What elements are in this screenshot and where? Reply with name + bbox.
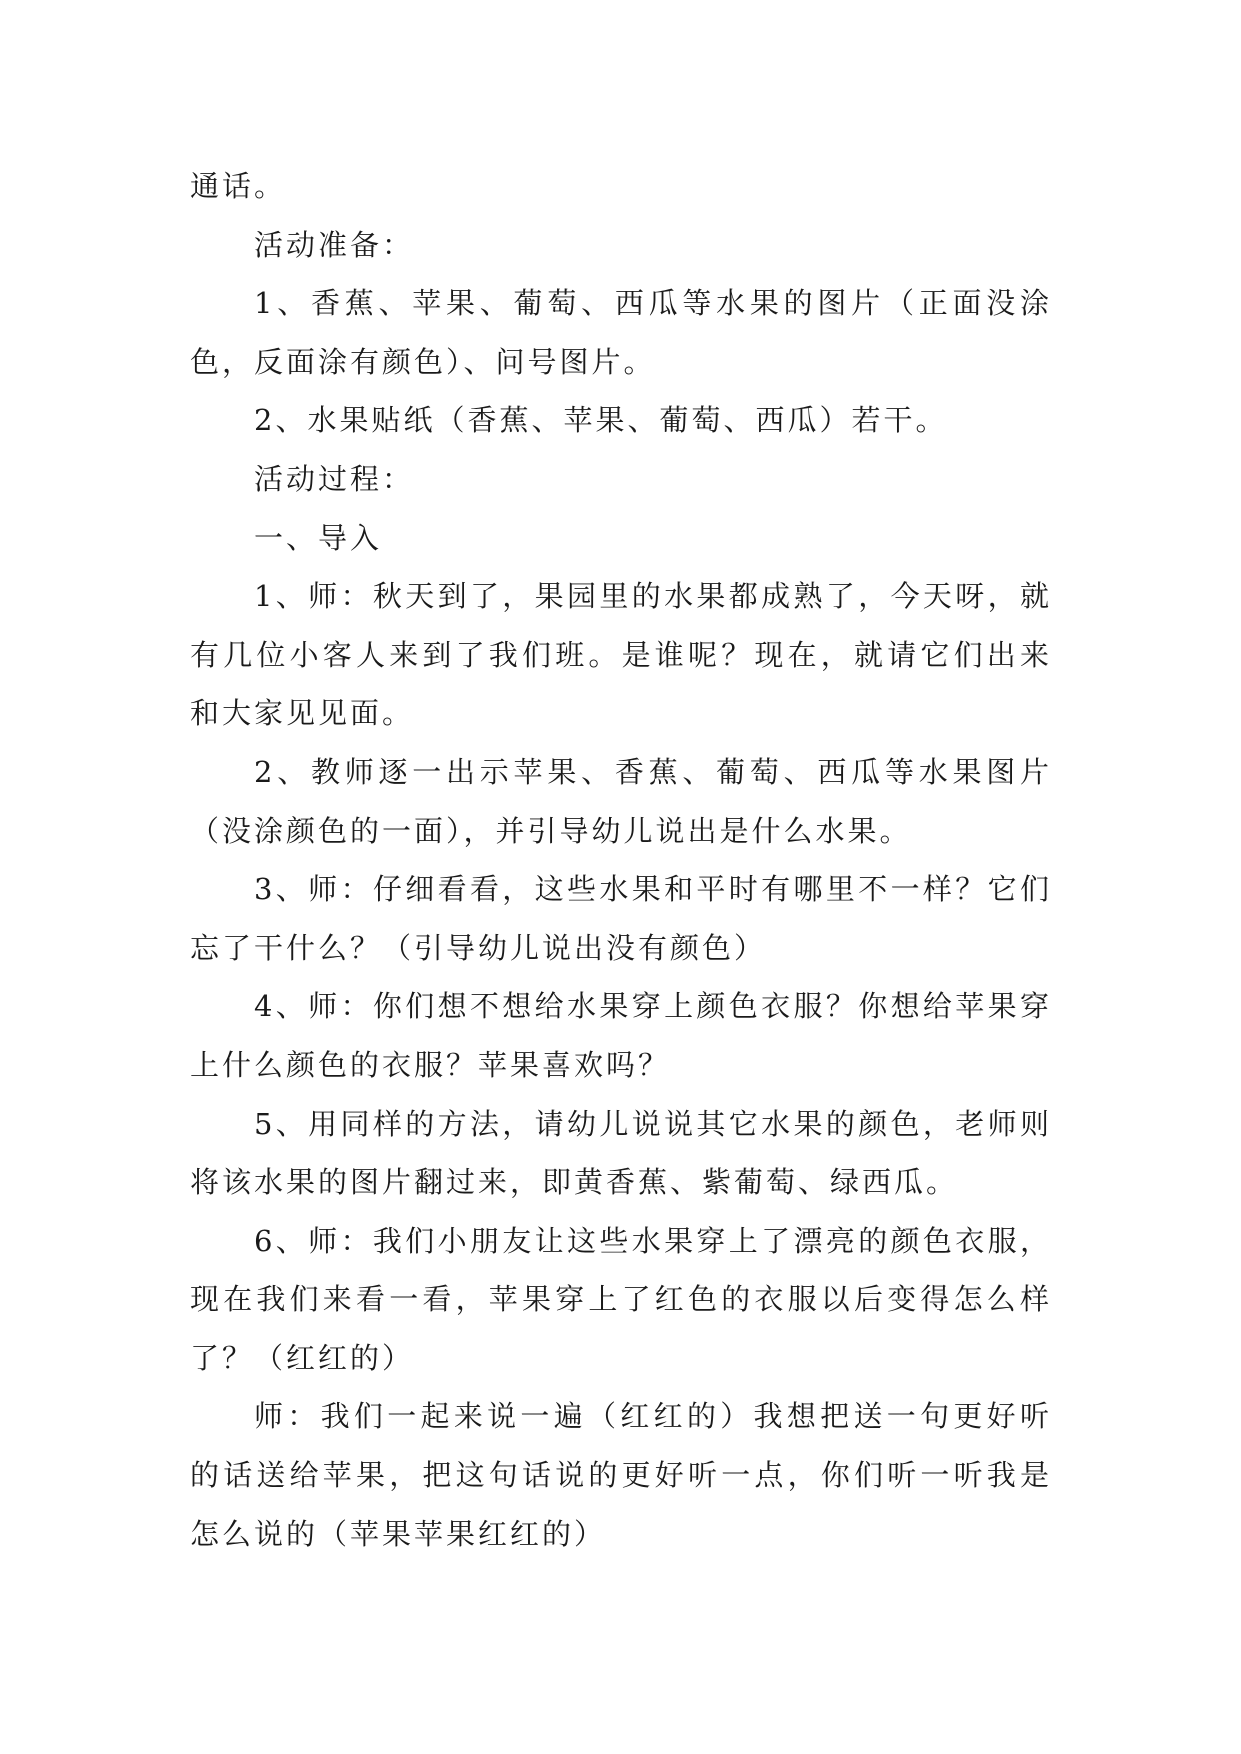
list-item-preparation-2: 2、水果贴纸（香蕉、苹果、葡萄、西瓜）若干。 bbox=[254, 403, 948, 438]
paragraph-teacher-speech: 师：我们一起来说一遍（红红的）我想把送一句更好听的话送给苹果，把这句话说的更好听一点，你们听一听我是怎么说的（苹果苹果红红的） bbox=[190, 1399, 1052, 1551]
paragraph-continuation: 通话。 bbox=[190, 169, 287, 203]
section-heading-preparation: 活动准备： bbox=[254, 227, 415, 262]
list-item-process-4: 4、师：你们想不想给水果穿上颜色衣服？你想给苹果穿上什么颜色的衣服？苹果喜欢吗？ bbox=[190, 989, 1052, 1082]
document-body bbox=[190, 157, 1052, 1563]
list-item-preparation-1: 1、香蕉、苹果、葡萄、西瓜等水果的图片（正面没涂色，反面涂有颜色）、问号图片。 bbox=[190, 286, 1052, 379]
list-item-process-1: 1、师：秋天到了，果园里的水果都成熟了，今天呀，就有几位小客人来到了我们班。是谁呢？现在，就请它们出来和大家见见面。 bbox=[190, 579, 1052, 731]
subsection-heading-intro: 一、导入 bbox=[254, 520, 383, 555]
list-item-process-2: 2、教师逐一出示苹果、香蕉、葡萄、西瓜等水果图片（没涂颜色的一面），并引导幼儿说出是什么水果。 bbox=[190, 754, 1052, 848]
list-item-process-3: 3、师：仔细看看，这些水果和平时有哪里不一样？它们忘了干什么？（引导幼儿说出没有颜色） bbox=[190, 872, 1052, 965]
section-heading-process: 活动过程： bbox=[254, 461, 415, 496]
list-item-process-5: 5、用同样的方法，请幼儿说说其它水果的颜色，老师则将该水果的图片翻过来，即黄香蕉、紫葡萄、绿西瓜。 bbox=[190, 1106, 1052, 1200]
list-item-process-6: 6、师：我们小朋友让这些水果穿上了漂亮的颜色衣服，现在我们来看一看，苹果穿上了红色的衣服以后变得怎么样了？（红红的） bbox=[190, 1223, 1052, 1375]
